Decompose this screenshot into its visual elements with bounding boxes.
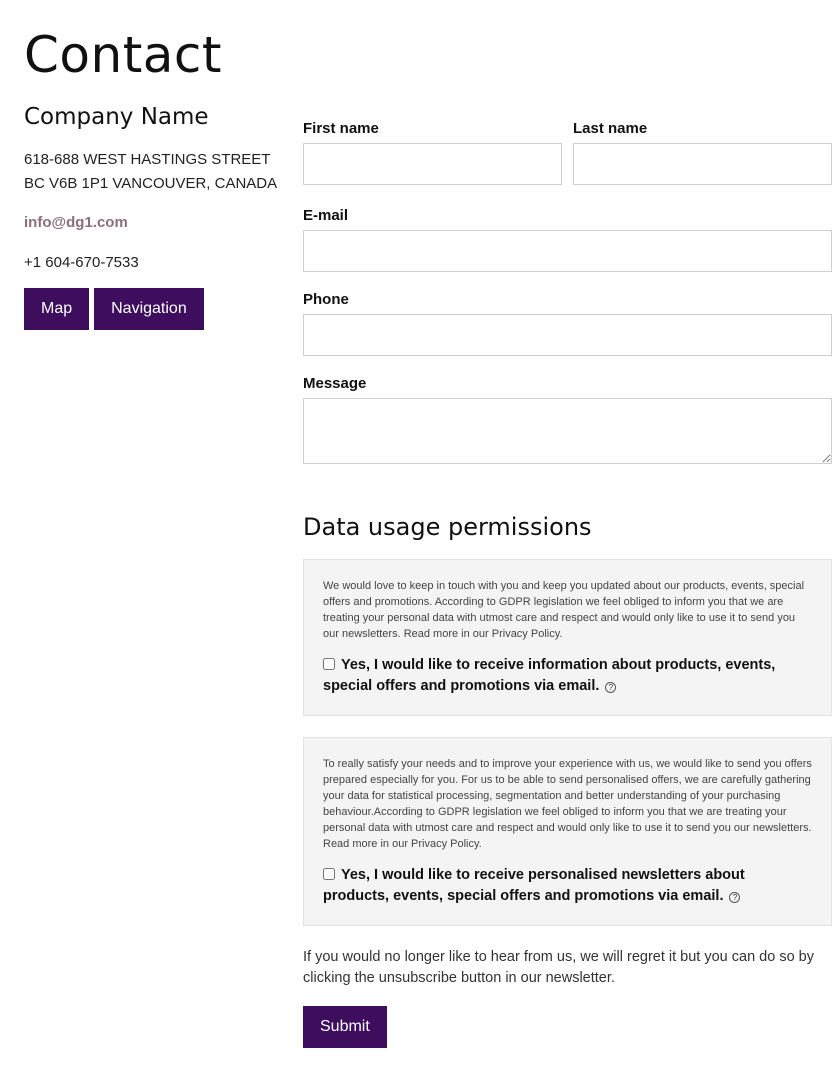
first-name-field bbox=[303, 120, 562, 185]
message-field bbox=[303, 375, 832, 469]
location-buttons bbox=[24, 288, 284, 330]
last-name-input[interactable] bbox=[573, 143, 832, 185]
address-line-1: 618-688 WEST HASTINGS STREET bbox=[24, 151, 271, 168]
permission-box-personalised bbox=[303, 737, 832, 926]
last-name-label: Last name bbox=[573, 120, 648, 137]
navigation-button[interactable]: Navigation bbox=[94, 288, 204, 330]
email-input[interactable] bbox=[303, 230, 832, 272]
contact-form bbox=[303, 120, 832, 1048]
address-line-2: BC V6B 1P1 VANCOUVER, CANADA bbox=[24, 175, 278, 192]
page-title: Contact bbox=[24, 26, 223, 84]
email-label: E-mail bbox=[303, 207, 349, 224]
last-name-field bbox=[573, 120, 832, 185]
permission-personalised-checkbox-row bbox=[323, 865, 812, 907]
email-link[interactable]: info@dg1.com bbox=[24, 214, 128, 231]
company-info bbox=[24, 104, 284, 330]
question-circle-icon[interactable]: ? bbox=[729, 892, 740, 903]
permission-info-text: We would love to keep in touch with you and keep you updated about our products, events, special offers and promotions. According to GDPR legislation we feel obliged to inform you that we are treating your personal data with utmost care and respect and would only like to use it to send you our newsletters. Read more in our Privacy Policy. bbox=[323, 580, 805, 640]
personalised-consent-label[interactable]: Yes, I would like to receive personalised newsletters about products, events, special offers and promotions via email. bbox=[323, 867, 745, 904]
info-consent-checkbox[interactable] bbox=[323, 658, 335, 670]
personalised-consent-checkbox[interactable] bbox=[323, 868, 335, 880]
company-name: Company Name bbox=[24, 104, 209, 130]
permission-info-checkbox-row bbox=[323, 655, 812, 697]
first-name-label: First name bbox=[303, 120, 379, 137]
message-textarea[interactable] bbox=[303, 398, 832, 464]
name-row bbox=[303, 120, 832, 185]
phone-input[interactable] bbox=[303, 314, 832, 356]
permission-box-info bbox=[303, 559, 832, 716]
question-circle-icon[interactable]: ? bbox=[605, 682, 616, 693]
info-consent-label[interactable]: Yes, I would like to receive information about products, events, special offers and promotions via email. bbox=[323, 657, 776, 694]
permission-personalised-text: To really satisfy your needs and to improve your experience with us, we would like to send you offers prepared especially for you. For us to be able to send personalised offers, we are carefully gathering your data for statistical processing, segmentation and better understanding of your purchasing behaviour.According to GDPR legislation we feel obliged to inform you that we are treating your personal data with utmost care and respect and would only like to use it to send you our newsletters. Read more in our Privacy Policy. bbox=[323, 758, 812, 850]
permissions-title: Data usage permissions bbox=[303, 513, 592, 541]
map-button[interactable]: Map bbox=[24, 288, 89, 330]
submit-button[interactable]: Submit bbox=[303, 1006, 387, 1048]
phone-label: Phone bbox=[303, 291, 349, 308]
message-label: Message bbox=[303, 375, 367, 392]
email-field bbox=[303, 207, 832, 272]
unsubscribe-note: If you would no longer like to hear from us, we will regret it but you can do so by clicking the unsubscribe button in our newsletter. bbox=[303, 949, 814, 986]
phone-field bbox=[303, 291, 832, 356]
phone-number: +1 604-670-7533 bbox=[24, 254, 139, 271]
first-name-input[interactable] bbox=[303, 143, 562, 185]
